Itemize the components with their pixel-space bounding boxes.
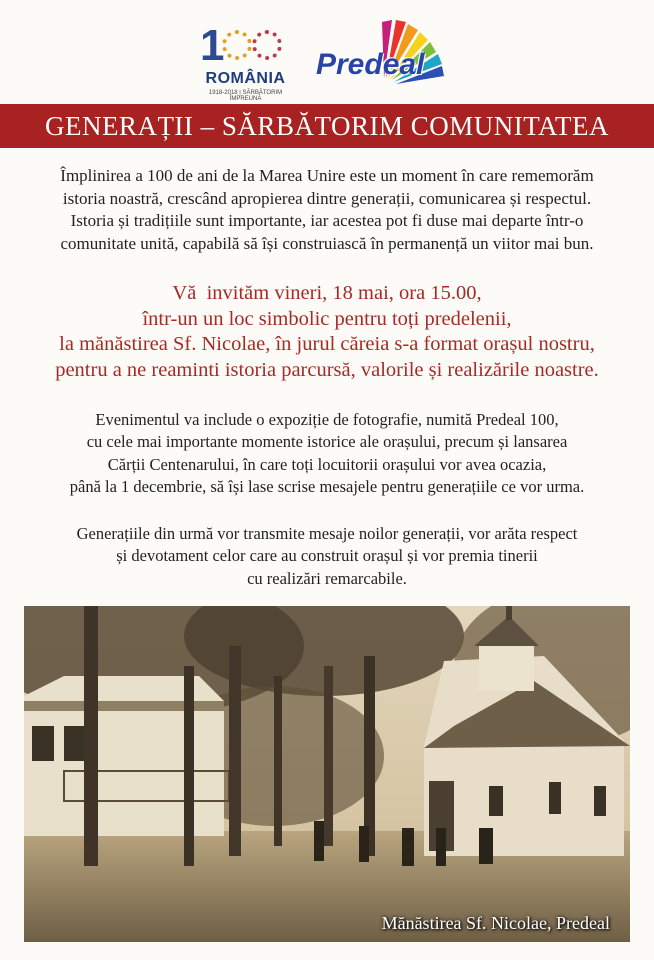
- photo-caption: Mănăstirea Sf. Nicolae, Predeal: [381, 913, 610, 933]
- event-line: până la 1 decembrie, să își lase scrise mesajele pentru generațiile ce vor urma.: [69, 476, 585, 496]
- monastery-illustration: [24, 606, 630, 942]
- intro-line: istoria noastră, crescând apropierea dintre generații, comunicarea și respectul.: [62, 188, 592, 208]
- intro-line: Împlinirea a 100 de ani de la Marea Unire este un moment în care rememorăm: [60, 166, 594, 185]
- centenary-country: ROMÂNIA: [205, 70, 286, 87]
- monastery-photo: [24, 606, 630, 942]
- centenary-number: 1: [200, 24, 282, 68]
- intro-line: Istoria și tradițiile sunt importante, iar acestea pot fi duse mai departe într-o: [70, 211, 584, 231]
- logo-header: [0, 14, 654, 104]
- centenary-tagline: 1918-2018 | SĂRBĂTORIM ÎMPREUNĂ: [208, 90, 283, 102]
- closing-line: cu realizări remarcabile.: [247, 568, 407, 588]
- event-paragraph: [0, 409, 654, 498]
- predeal-wordmark: Predeal: [316, 48, 425, 81]
- closing-paragraph: [0, 523, 654, 590]
- event-line: Cărții Centenarului, în care toți locuitorii orașului vor avea ocazia,: [107, 454, 547, 474]
- centenary-logo: [198, 21, 293, 104]
- invitation-line: Vă invităm vineri, 18 mai, ora 15.00,: [172, 282, 482, 304]
- closing-line: și devotament celor care au construit orașul și vor premia tinerii: [116, 546, 538, 566]
- predeal-logo: [316, 18, 466, 102]
- invitation-line: într-un un loc simbolic pentru toți predelenii,: [142, 307, 512, 330]
- intro-line: comunitate unită, capabilă să își construiască în permanență un viitor mai bun.: [60, 233, 594, 253]
- invitation-line: la mănăstirea Sf. Nicolae, în jurul căreia s-a format orașul nostru,: [59, 333, 595, 356]
- invitation-line: pentru a ne reaminti istoria parcursă, valorile și realizările noastre.: [55, 358, 599, 381]
- event-line: Evenimentul va include o expoziție de fotografie, numită Predeal 100,: [95, 410, 559, 429]
- invitation-paragraph: [0, 281, 654, 383]
- closing-line: Generațiile din urmă vor transmite mesaje noilor generații, vor arăta respect: [76, 524, 578, 543]
- event-line: cu cele mai importante momente istorice ale orașului, precum și lansarea: [86, 432, 568, 452]
- page-title-banner: GENERAȚII – SĂRBĂTORIM COMUNITATEA: [0, 104, 654, 148]
- intro-paragraph: [0, 165, 654, 255]
